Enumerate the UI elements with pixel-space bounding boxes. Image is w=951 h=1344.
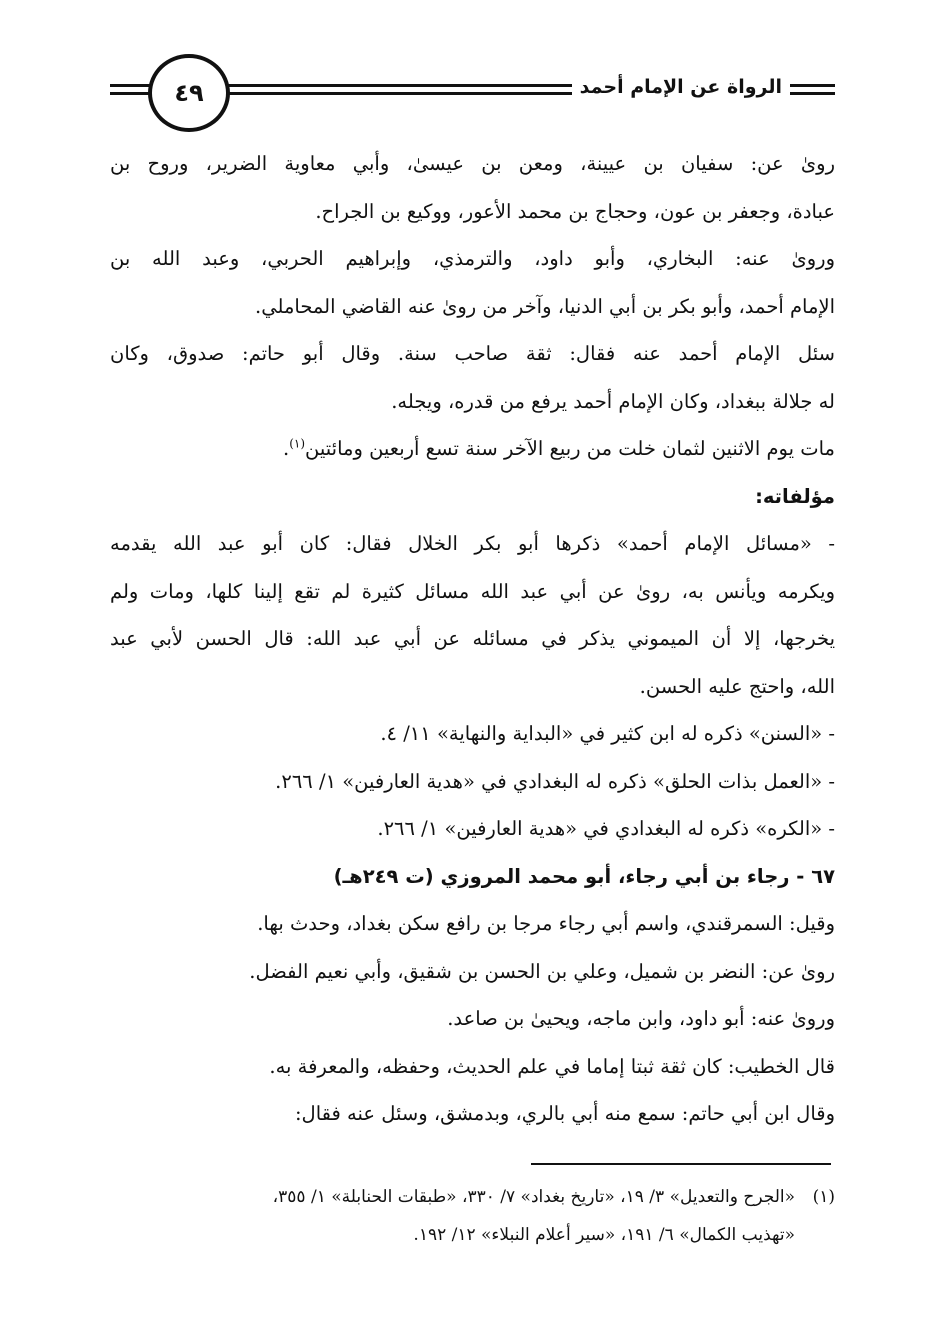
footnote-marker: (١) <box>289 436 306 451</box>
text-line: مات يوم الاثنين لثمان خلت من ربيع الآخر سنة تسع أربعين ومائتين <box>305 437 835 460</box>
page-number: ٤٩ <box>148 54 230 132</box>
text-line: وقال ابن أبي حاتم: سمع منه أبي بالري، وبدمشق، وسئل عنه فقال: <box>294 1102 835 1125</box>
text-line: - «العمل بذات الحلق» ذكره له البغدادي في «هدية العارفين» ١/ ٢٦٦. <box>275 769 835 793</box>
footnotes <box>110 1178 835 1254</box>
text-line: له جلالة ببغداد، وكان الإمام أحمد يرفع من قدره، ويجله. <box>391 389 835 413</box>
death-line: مات يوم الاثنين لثمان خلت من ربيع الآخر سنة تسع أربعين ومائتين$^{(١)}$. <box>283 436 835 460</box>
text-line: عبادة، وجعفر بن عون، وحجاج بن محمد الأعور، ووكيع بن الجراح. <box>315 199 835 223</box>
page-header <box>110 52 835 132</box>
text-line: - «الكره» ذكره له البغدادي في «هدية العارفين» ١/ ٢٦٦. <box>377 817 835 840</box>
footnote-line <box>110 1216 835 1254</box>
entry-heading: ٦٧ - رجاء بن أبي رجاء، أبو محمد المروزي (ت ٢٤٩هـ) <box>333 864 835 888</box>
running-title: الرواة عن الإمام أحمد <box>572 76 790 98</box>
text-line: يخرجها، إلا أن الميموني يذكر في مسائله عن أبي عبد الله: قال الحسن لأبي عبد <box>110 627 835 650</box>
footnote-text: «تهذيب الكمال» ٦/ ١٩١، «سير أعلام النبلاء» ١٢/ ١٩٢. <box>413 1225 795 1245</box>
text-line: - «السنن» ذكره له ابن كثير في «البداية والنهاية» ١١/ ٤. <box>380 722 835 745</box>
main-text <box>110 140 835 1138</box>
footnote-number: (١) <box>812 1187 835 1207</box>
text-line: الإمام أحمد، وأبو بكر بن أبي الدنيا، وآخر من رویٰ عنه القاضي المحاملي. <box>255 294 835 318</box>
text-line: وقيل: السمرقندي، واسم أبي رجاء مرجا بن رافع سكن بغداد، وحدث بها. <box>257 912 835 935</box>
text-line: الله، واحتج عليه الحسن. <box>639 674 835 698</box>
footnote-separator <box>531 1163 831 1165</box>
footnote-line <box>110 1178 835 1216</box>
footnote-text: «الجرح والتعديل» ٣/ ١٩، «تاريخ بغداد» ٧/ ٣٣٠، «طبقات الحنابلة» ١/ ٣٥٥، <box>272 1187 795 1207</box>
text-line: قال الخطيب: كان ثقة ثبتا إماما في علم الحديث، وحفظه، والمعرفة به. <box>269 1054 835 1078</box>
text-line: ورویٰ عنه: أبو داود، وابن ماجه، ويحيىٰ بن صاعد. <box>447 1007 835 1030</box>
section-heading: مؤلفاته: <box>755 484 835 508</box>
text-line: سئل الإمام أحمد عنه فقال: ثقة صاحب سنة. وقال أبو حاتم: صدوق، وكان <box>110 342 835 365</box>
text-line: رویٰ عن: النضر بن شميل، وعلي بن الحسن بن شقيق، وأبي نعيم الفضل. <box>249 959 835 983</box>
text-line: رویٰ عن: سفيان بن عيينة، ومعن بن عيسىٰ، وأبي معاوية الضرير، وروح بن <box>110 152 835 175</box>
text-line: ويكرمه ويأنس به، رویٰ عن أبي عبد الله مسائل كثيرة لم تقع إلينا كلها، ومات ولم <box>110 579 835 603</box>
text-line: ورویٰ عنه: البخاري، وأبو داود، والترمذي، وإبراهيم الحربي، وعبد الله بن <box>110 247 835 270</box>
text-line: - «مسائل الإمام أحمد» ذكرها أبو بكر الخلال فقال: كان أبو عبد الله يقدمه <box>110 532 835 555</box>
header-rule-left <box>110 84 150 87</box>
